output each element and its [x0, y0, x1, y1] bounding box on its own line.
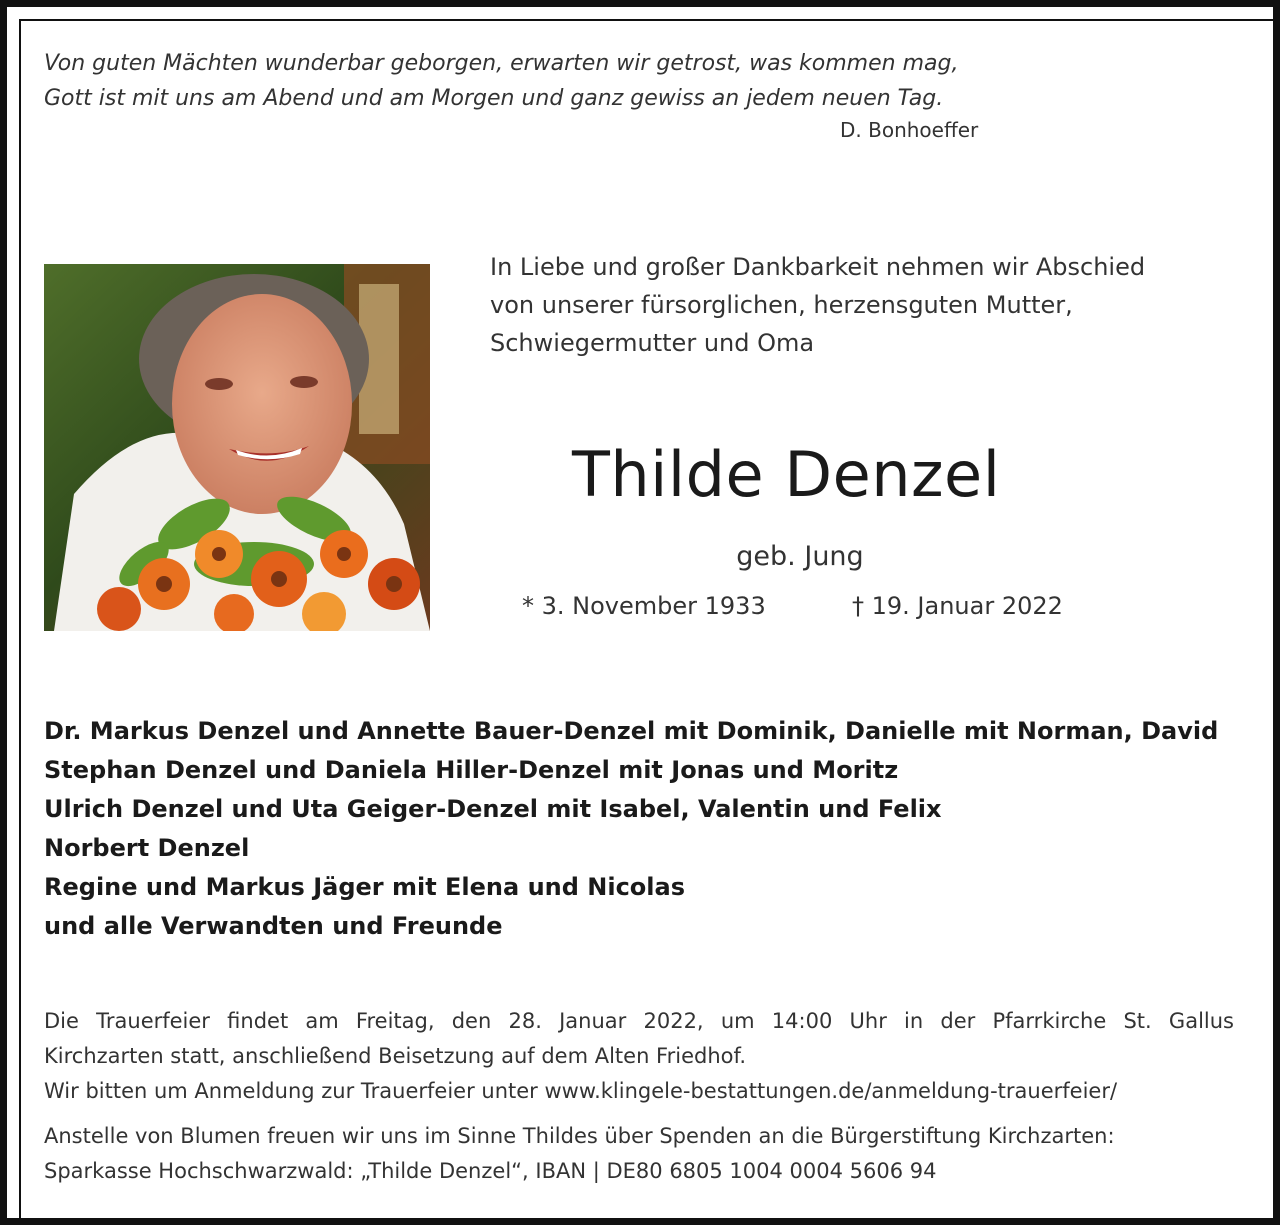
- death-date: † 19. Januar 2022: [852, 592, 1063, 620]
- family-list: [44, 712, 1244, 946]
- donation-line-2: Sparkasse Hochschwarzwald: „Thilde Denzel“, IBAN | DE80 6805 1004 0004 5606 94: [44, 1159, 937, 1183]
- deceased-name: Thilde Denzel: [572, 438, 1001, 511]
- family-line: Regine und Markus Jäger mit Elena und Nicolas: [44, 873, 686, 901]
- portrait-photo: [44, 264, 430, 631]
- intro-line-1: In Liebe und großer Dankbarkeit nehmen wir Abschied: [490, 253, 1146, 281]
- maiden-name: geb. Jung: [736, 541, 864, 572]
- funeral-details-line-1: Die Trauerfeier findet am Freitag, den 28. Januar 2022, um 14:00 Uhr in der Pfarrkirche St. Gallus: [44, 1009, 1234, 1033]
- intro-line-3: Schwiegermutter und Oma: [490, 329, 815, 357]
- quote-author: D. Bonhoeffer: [840, 118, 979, 142]
- donation-line-1: Anstelle von Blumen freuen wir uns im Sinne Thildes über Spenden an die Bürgerstiftung Kirchzarten:: [44, 1124, 1115, 1148]
- funeral-details-line-2: Kirchzarten statt, anschließend Beisetzung auf dem Alten Friedhof.: [44, 1044, 747, 1068]
- family-line: Norbert Denzel: [44, 834, 250, 862]
- funeral-information: [44, 1004, 1234, 1189]
- intro-line-2: von unserer fürsorglichen, herzensguten Mutter,: [490, 291, 1073, 319]
- birth-date: * 3. November 1933: [522, 592, 766, 620]
- farewell-intro: [490, 248, 1250, 362]
- quote-line-1: Von guten Mächten wunderbar geborgen, erwarten wir getrost, was kommen mag,: [44, 51, 959, 76]
- portrait-illustration: [44, 264, 430, 631]
- registration-notice: Wir bitten um Anmeldung zur Trauerfeier unter www.klingele-bestattungen.de/anmeldung-trauerfeier/: [44, 1079, 1118, 1103]
- family-line: Dr. Markus Denzel und Annette Bauer-Denzel mit Dominik, Danielle mit Norman, David: [44, 717, 1219, 745]
- family-line: Stephan Denzel und Daniela Hiller-Denzel mit Jonas und Moritz: [44, 756, 899, 784]
- quote-line-2: Gott ist mit uns am Abend und am Morgen und ganz gewiss an jedem neuen Tag.: [44, 86, 944, 111]
- bonhoeffer-quote: [44, 46, 1044, 116]
- family-line: Ulrich Denzel und Uta Geiger-Denzel mit Isabel, Valentin und Felix: [44, 795, 942, 823]
- family-line: und alle Verwandten und Freunde: [44, 912, 503, 940]
